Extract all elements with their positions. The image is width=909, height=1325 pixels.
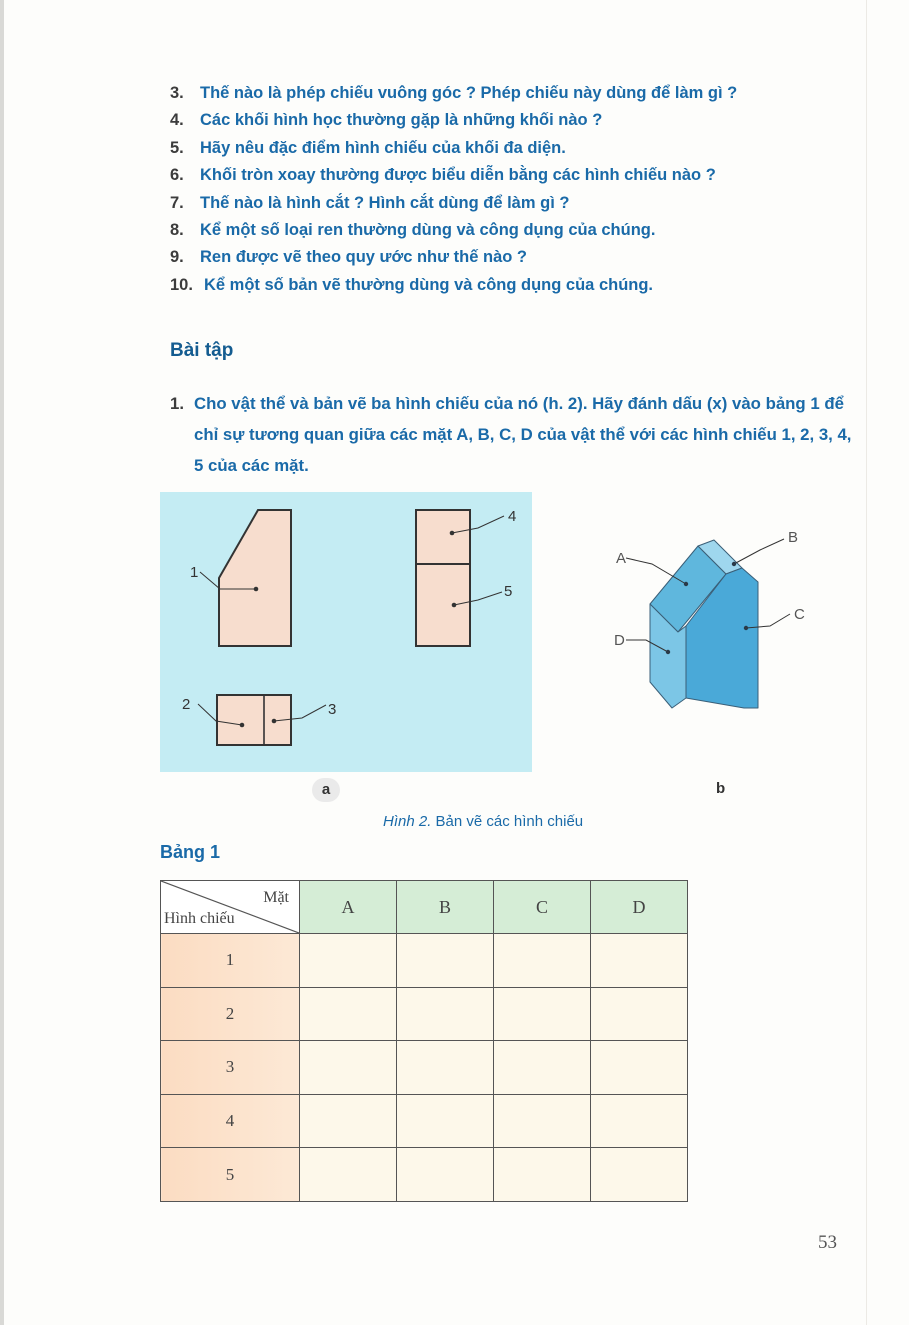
question-number: 4. (170, 111, 184, 130)
figure-panel (160, 492, 532, 772)
table-cell[interactable] (397, 1148, 494, 1202)
question-number: 10. (170, 275, 193, 294)
table-row (161, 1148, 688, 1202)
label-D: D (614, 632, 625, 649)
table-cell[interactable] (591, 934, 688, 988)
table-cell[interactable] (591, 1094, 688, 1148)
caption-prefix: Hình 2. (383, 813, 432, 830)
label-B: B (788, 529, 799, 546)
table-cell[interactable] (397, 934, 494, 988)
point-5 (452, 603, 457, 608)
question-number: 8. (170, 220, 184, 239)
row-header: 1 (161, 934, 300, 988)
point-C (744, 626, 748, 630)
column-header: A (300, 881, 397, 934)
page-left-edge (0, 0, 4, 1325)
table-cell[interactable] (494, 987, 591, 1041)
leader-B (734, 539, 784, 564)
question-item (170, 80, 850, 107)
page-number: 53 (818, 1232, 837, 1253)
table-cell[interactable] (300, 987, 397, 1041)
label-2: 2 (182, 696, 191, 713)
point-4 (450, 531, 455, 536)
subfigure-b-label: b (716, 780, 726, 797)
table-cell[interactable] (300, 1148, 397, 1202)
question-number: 9. (170, 248, 184, 267)
review-questions (170, 80, 850, 299)
question-number: 7. (170, 193, 184, 212)
row-header: 4 (161, 1094, 300, 1148)
table-row (161, 934, 688, 988)
table-cell[interactable] (397, 987, 494, 1041)
correspondence-table (160, 880, 688, 1202)
table-header-row (161, 881, 688, 934)
question-item (170, 217, 850, 244)
point-3 (272, 719, 277, 724)
label-4: 4 (508, 508, 517, 525)
question-item (170, 107, 850, 134)
question-number: 5. (170, 138, 184, 157)
table-cell[interactable] (494, 1148, 591, 1202)
label-A: A (616, 550, 627, 567)
column-header: B (397, 881, 494, 934)
table-cell[interactable] (300, 1094, 397, 1148)
subfigure-a-label: a (312, 778, 340, 802)
question-text: Thế nào là phép chiếu vuông góc ? Phép chiếu này dùng để làm gì ? (200, 84, 738, 102)
object-3d-figure (600, 522, 820, 712)
question-text: Thế nào là hình cắt ? Hình cắt dùng để làm gì ? (200, 193, 570, 212)
section-title: Bài tập (170, 340, 234, 361)
question-text: Kể một số loại ren thường dùng và công dụng của chúng. (200, 220, 656, 239)
point-A (684, 582, 688, 586)
question-item (170, 135, 850, 162)
table-cell[interactable] (397, 1094, 494, 1148)
question-text: Khối tròn xoay thường được biểu diễn bằng các hình chiếu nào ? (200, 166, 716, 185)
point-B (732, 562, 736, 566)
table-cell[interactable] (397, 1041, 494, 1095)
column-header: D (591, 881, 688, 934)
page-right-edge (866, 0, 867, 1325)
exercise-text: Cho vật thể và bản vẽ ba hình chiếu của nó (h. 2). Hãy đánh dấu (x) vào bảng 1 để chỉ sự tương quan giữa các mặt A, B, C, D của vật thể với các hình chiếu 1, 2, 3, 4, 5 của các mặt. (194, 394, 852, 475)
table-cell[interactable] (300, 1041, 397, 1095)
projection-views-figure (160, 492, 532, 772)
table-cell[interactable] (494, 1094, 591, 1148)
table-corner-cell (161, 881, 300, 934)
point-D (666, 650, 670, 654)
label-1: 1 (190, 564, 199, 581)
question-item (170, 190, 850, 217)
table-cell[interactable] (494, 1041, 591, 1095)
table-cell[interactable] (300, 934, 397, 988)
row-header: 2 (161, 987, 300, 1041)
table-cell[interactable] (591, 1148, 688, 1202)
corner-bottom-label: Hình chiếu (164, 910, 235, 927)
caption-text: Bản vẽ các hình chiếu (431, 813, 584, 830)
table-cell[interactable] (591, 1041, 688, 1095)
exercise-1 (170, 388, 860, 481)
label-5: 5 (504, 583, 513, 600)
question-item (170, 162, 850, 189)
point-1 (254, 587, 259, 592)
question-text: Các khối hình học thường gặp là những khối nào ? (200, 111, 603, 130)
label-C: C (794, 606, 805, 623)
table-title: Bảng 1 (160, 842, 221, 862)
question-number: 3. (170, 84, 184, 102)
question-number: 6. (170, 166, 184, 185)
question-item (170, 272, 850, 299)
side-view-top (416, 510, 470, 564)
question-text: Hãy nêu đặc điểm hình chiếu của khối đa diện. (200, 138, 566, 157)
column-header: C (494, 881, 591, 934)
corner-top-label: Mặt (263, 889, 289, 906)
question-item (170, 244, 850, 271)
row-header: 5 (161, 1148, 300, 1202)
point-2 (240, 723, 245, 728)
table-cell[interactable] (591, 987, 688, 1041)
side-view-bottom (416, 564, 470, 646)
exercise-number: 1. (170, 394, 184, 413)
figure-caption (383, 813, 583, 830)
table-row (161, 1094, 688, 1148)
question-text: Ren được vẽ theo quy ước như thế nào ? (200, 248, 528, 267)
table-row (161, 987, 688, 1041)
table-row (161, 1041, 688, 1095)
table-cell[interactable] (494, 934, 591, 988)
question-text: Kể một số bản vẽ thường dùng và công dụng của chúng. (204, 275, 654, 294)
row-header: 3 (161, 1041, 300, 1095)
label-3: 3 (328, 701, 337, 718)
